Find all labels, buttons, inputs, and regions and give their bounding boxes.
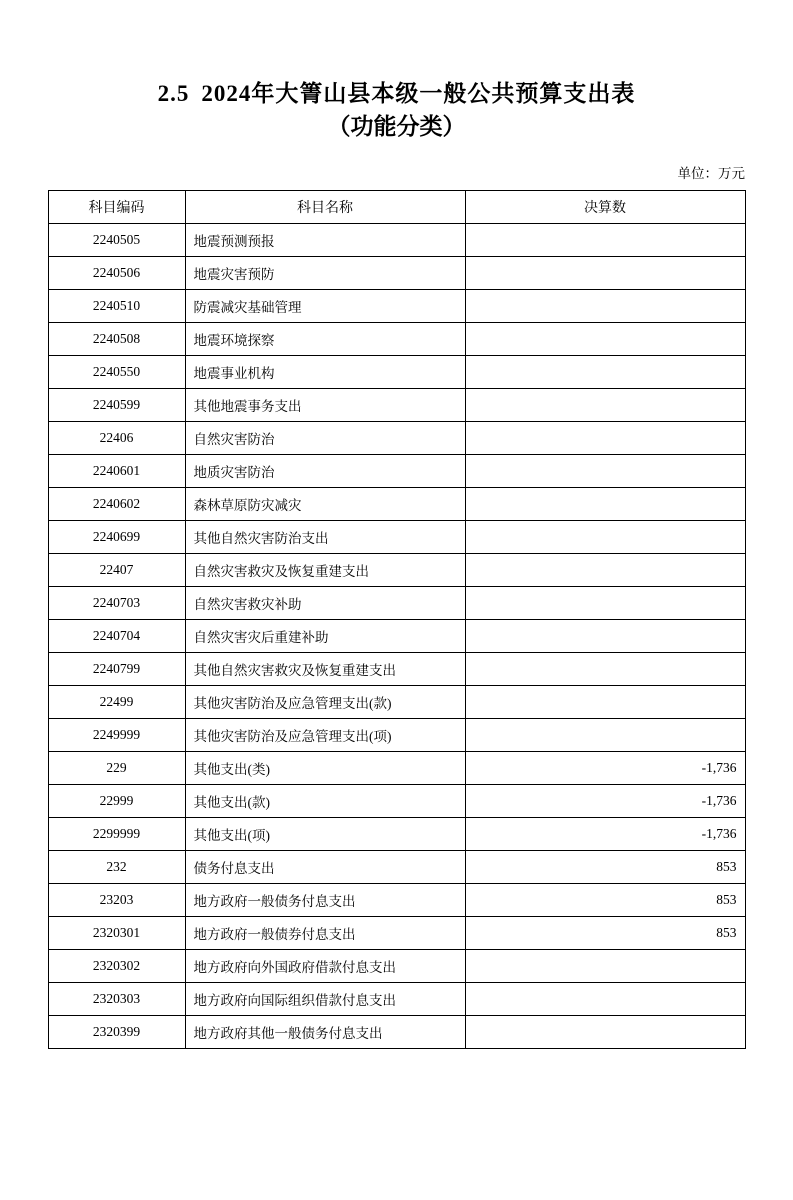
cell-subject-name: 自然灾害防治 bbox=[185, 422, 465, 455]
table-row bbox=[48, 455, 745, 488]
title-text: 2024年大箐山县本级一般公共预算支出表 bbox=[201, 81, 636, 106]
cell-subject-name: 其他自然灾害防治支出 bbox=[185, 521, 465, 554]
table-row bbox=[48, 884, 745, 917]
cell-final-account-value bbox=[465, 653, 745, 686]
cell-final-account-value bbox=[465, 224, 745, 257]
table-row bbox=[48, 488, 745, 521]
table-row bbox=[48, 224, 745, 257]
table-row bbox=[48, 257, 745, 290]
cell-subject-code: 23203 bbox=[48, 884, 185, 917]
cell-final-account-value bbox=[465, 587, 745, 620]
budget-expenditure-table bbox=[48, 190, 746, 1049]
table-row bbox=[48, 686, 745, 719]
cell-subject-name: 地方政府其他一般债务付息支出 bbox=[185, 1016, 465, 1049]
cell-final-account-value bbox=[465, 257, 745, 290]
cell-subject-code: 22499 bbox=[48, 686, 185, 719]
cell-subject-code: 22999 bbox=[48, 785, 185, 818]
cell-final-account-value bbox=[465, 521, 745, 554]
cell-subject-code: 229 bbox=[48, 752, 185, 785]
cell-final-account-value: -1,736 bbox=[465, 785, 745, 818]
cell-subject-name: 自然灾害救灾补助 bbox=[185, 587, 465, 620]
cell-subject-code: 2240599 bbox=[48, 389, 185, 422]
cell-subject-code: 2240799 bbox=[48, 653, 185, 686]
cell-subject-code: 22407 bbox=[48, 554, 185, 587]
cell-final-account-value bbox=[465, 686, 745, 719]
cell-subject-name: 其他支出(款) bbox=[185, 785, 465, 818]
table-row bbox=[48, 818, 745, 851]
cell-final-account-value bbox=[465, 290, 745, 323]
table-row bbox=[48, 554, 745, 587]
cell-subject-code: 2240505 bbox=[48, 224, 185, 257]
cell-subject-code: 2240601 bbox=[48, 455, 185, 488]
column-header-value: 决算数 bbox=[465, 191, 745, 224]
cell-subject-name: 其他支出(类) bbox=[185, 752, 465, 785]
cell-final-account-value: -1,736 bbox=[465, 752, 745, 785]
cell-final-account-value bbox=[465, 356, 745, 389]
cell-subject-name: 防震减灾基础管理 bbox=[185, 290, 465, 323]
table-row bbox=[48, 356, 745, 389]
cell-subject-name: 其他地震事务支出 bbox=[185, 389, 465, 422]
cell-final-account-value bbox=[465, 950, 745, 983]
table-row bbox=[48, 719, 745, 752]
cell-final-account-value: -1,736 bbox=[465, 818, 745, 851]
cell-subject-name: 地震环境探察 bbox=[185, 323, 465, 356]
cell-subject-name: 债务付息支出 bbox=[185, 851, 465, 884]
cell-subject-name: 地震事业机构 bbox=[185, 356, 465, 389]
cell-final-account-value bbox=[465, 488, 745, 521]
cell-final-account-value bbox=[465, 323, 745, 356]
cell-subject-code: 2240699 bbox=[48, 521, 185, 554]
cell-subject-name: 其他自然灾害救灾及恢复重建支出 bbox=[185, 653, 465, 686]
cell-subject-name: 地方政府向国际组织借款付息支出 bbox=[185, 983, 465, 1016]
document-page bbox=[0, 78, 793, 1200]
cell-final-account-value bbox=[465, 554, 745, 587]
table-row bbox=[48, 389, 745, 422]
cell-subject-code: 2240703 bbox=[48, 587, 185, 620]
table-row bbox=[48, 653, 745, 686]
cell-subject-name: 其他支出(项) bbox=[185, 818, 465, 851]
cell-final-account-value bbox=[465, 983, 745, 1016]
cell-subject-name: 地方政府一般债务付息支出 bbox=[185, 884, 465, 917]
cell-subject-name: 自然灾害救灾及恢复重建支出 bbox=[185, 554, 465, 587]
table-row bbox=[48, 587, 745, 620]
cell-subject-code: 2240704 bbox=[48, 620, 185, 653]
cell-subject-name: 地震灾害预防 bbox=[185, 257, 465, 290]
cell-subject-code: 2320302 bbox=[48, 950, 185, 983]
table-row bbox=[48, 785, 745, 818]
cell-subject-code: 22406 bbox=[48, 422, 185, 455]
table-row bbox=[48, 752, 745, 785]
cell-final-account-value bbox=[465, 719, 745, 752]
cell-subject-code: 2240508 bbox=[48, 323, 185, 356]
table-row bbox=[48, 620, 745, 653]
page-title bbox=[0, 78, 793, 109]
table-row bbox=[48, 950, 745, 983]
table-row bbox=[48, 851, 745, 884]
cell-subject-code: 2240550 bbox=[48, 356, 185, 389]
cell-subject-name: 森林草原防灾减灾 bbox=[185, 488, 465, 521]
table-row bbox=[48, 1016, 745, 1049]
cell-final-account-value bbox=[465, 1016, 745, 1049]
column-header-name: 科目名称 bbox=[185, 191, 465, 224]
cell-subject-code: 2240506 bbox=[48, 257, 185, 290]
table-header-row bbox=[48, 191, 745, 224]
column-header-code: 科目编码 bbox=[48, 191, 185, 224]
cell-subject-name: 地震预测预报 bbox=[185, 224, 465, 257]
cell-final-account-value bbox=[465, 620, 745, 653]
page-title-block bbox=[0, 78, 793, 142]
table-row bbox=[48, 422, 745, 455]
table-row bbox=[48, 521, 745, 554]
cell-subject-code: 2320399 bbox=[48, 1016, 185, 1049]
cell-subject-name: 地质灾害防治 bbox=[185, 455, 465, 488]
cell-subject-name: 地方政府一般债券付息支出 bbox=[185, 917, 465, 950]
cell-subject-code: 2240602 bbox=[48, 488, 185, 521]
table-row bbox=[48, 983, 745, 1016]
cell-final-account-value: 853 bbox=[465, 917, 745, 950]
cell-final-account-value bbox=[465, 455, 745, 488]
page-subtitle: （功能分类） bbox=[327, 114, 466, 140]
cell-final-account-value: 853 bbox=[465, 884, 745, 917]
table-row bbox=[48, 917, 745, 950]
cell-subject-code: 2249999 bbox=[48, 719, 185, 752]
cell-subject-name: 自然灾害灾后重建补助 bbox=[185, 620, 465, 653]
table-row bbox=[48, 290, 745, 323]
cell-subject-code: 232 bbox=[48, 851, 185, 884]
cell-final-account-value: 853 bbox=[465, 851, 745, 884]
cell-subject-code: 2320301 bbox=[48, 917, 185, 950]
table-row bbox=[48, 323, 745, 356]
cell-subject-name: 地方政府向外国政府借款付息支出 bbox=[185, 950, 465, 983]
cell-subject-name: 其他灾害防治及应急管理支出(款) bbox=[185, 686, 465, 719]
cell-subject-name: 其他灾害防治及应急管理支出(项) bbox=[185, 719, 465, 752]
unit-note: 单位：万元 bbox=[677, 166, 745, 182]
cell-subject-code: 2320303 bbox=[48, 983, 185, 1016]
cell-subject-code: 2299999 bbox=[48, 818, 185, 851]
title-number: 2.5 bbox=[157, 81, 190, 106]
cell-subject-code: 2240510 bbox=[48, 290, 185, 323]
cell-final-account-value bbox=[465, 422, 745, 455]
cell-final-account-value bbox=[465, 389, 745, 422]
